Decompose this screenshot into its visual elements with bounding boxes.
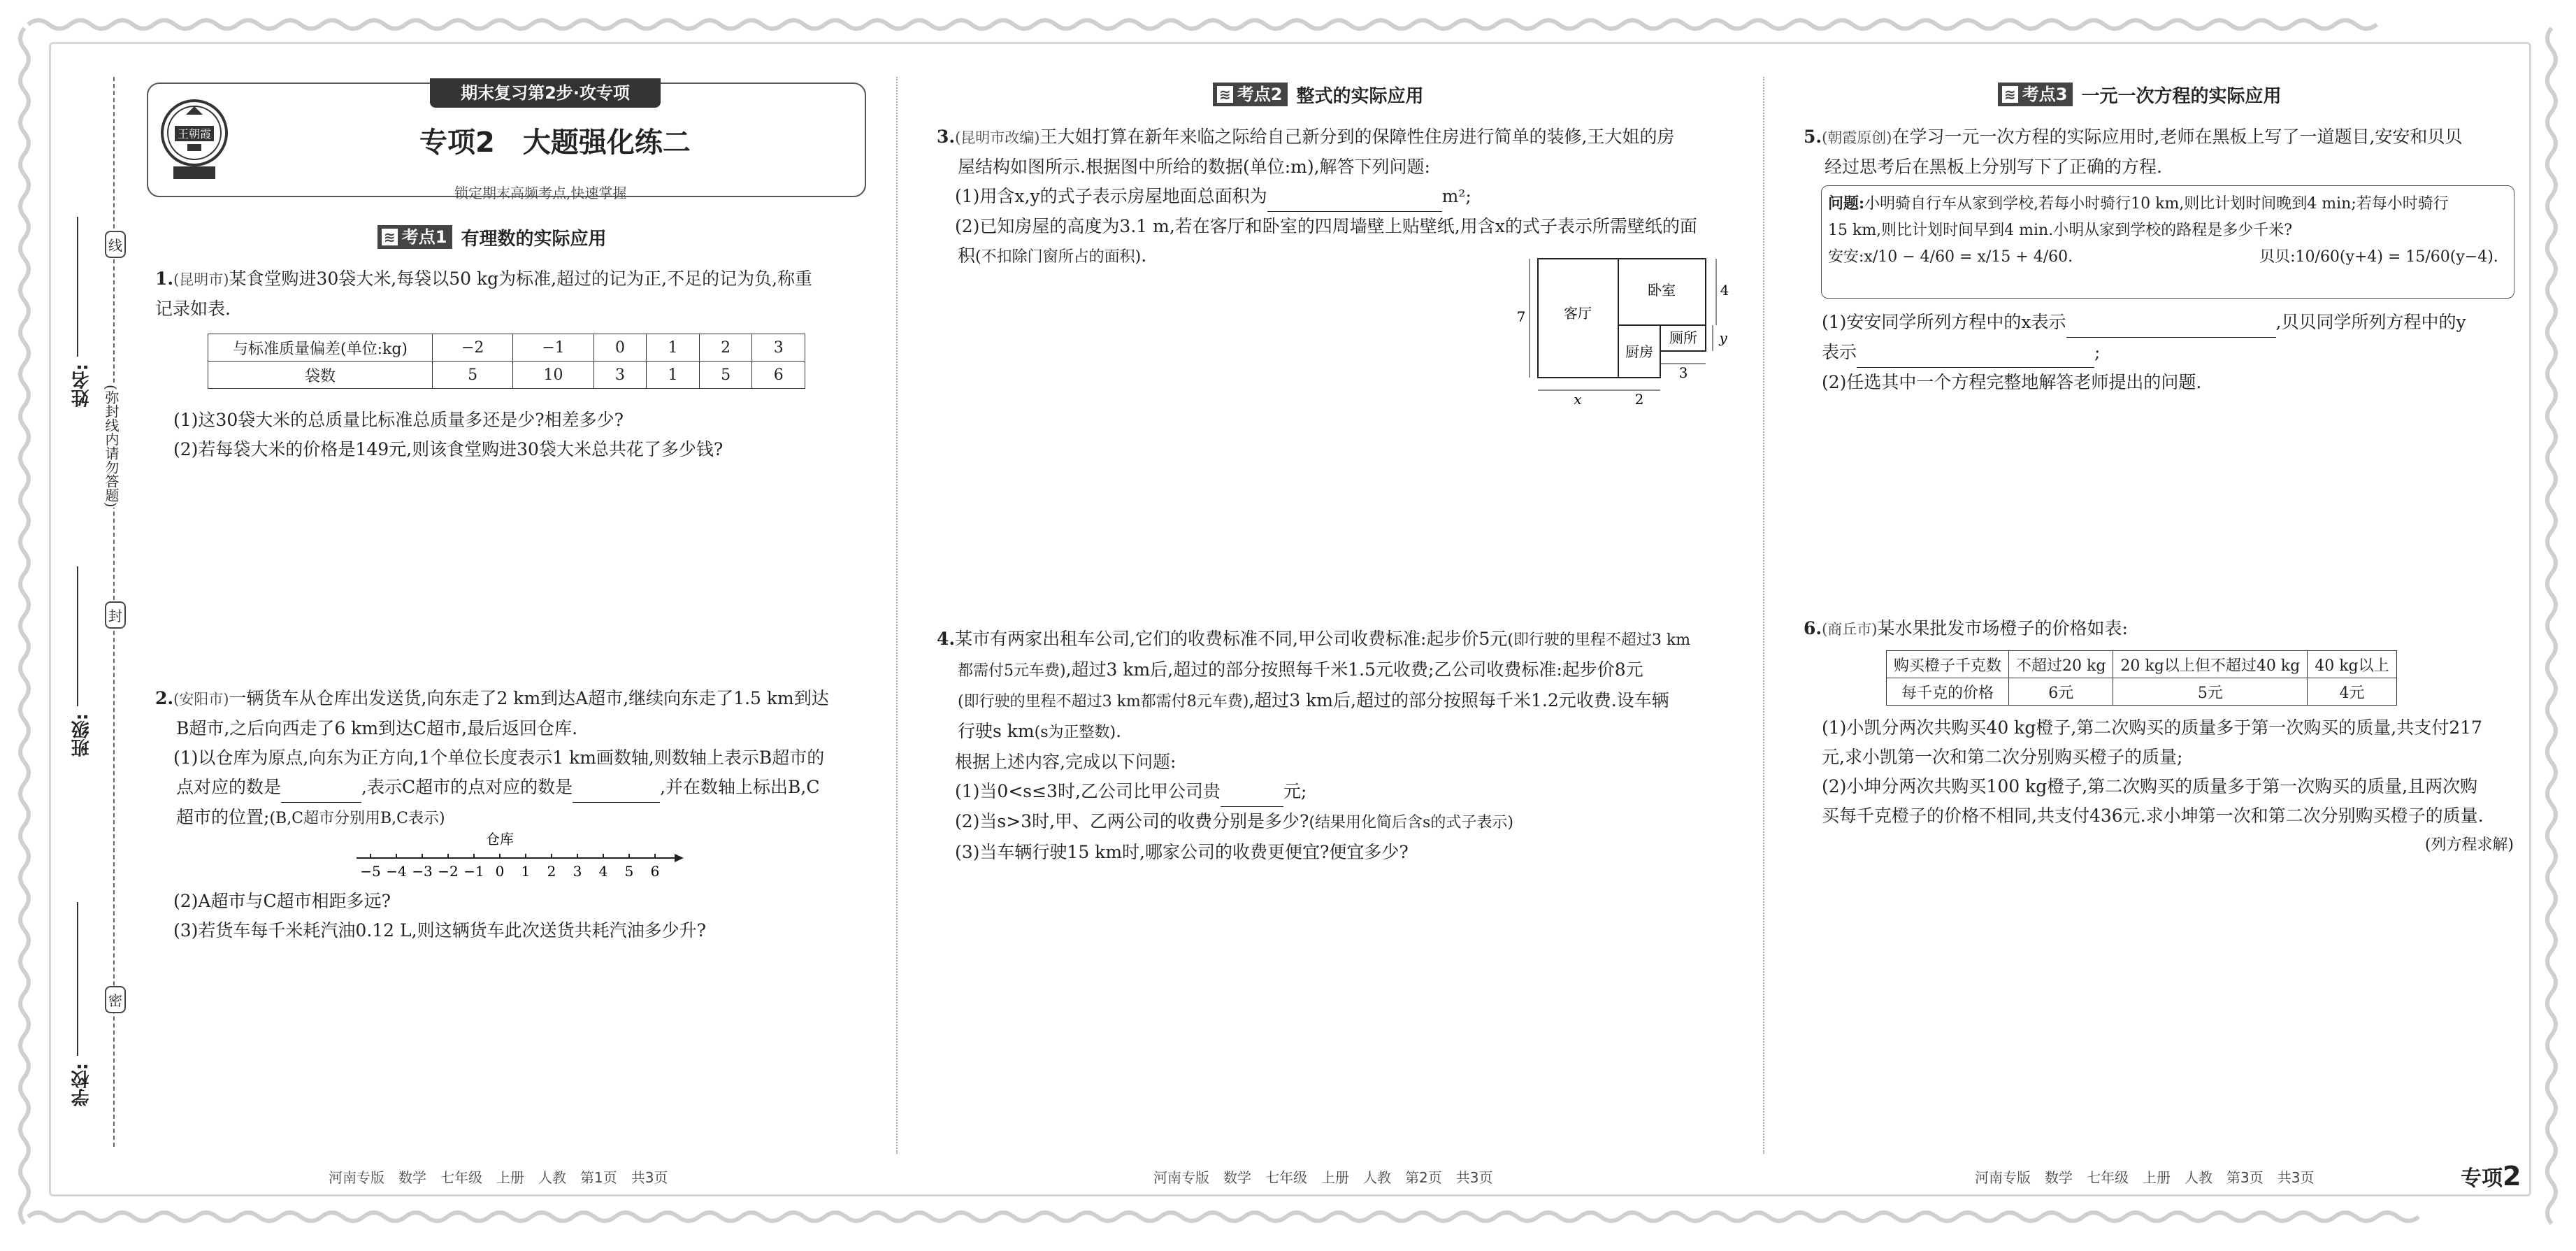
- dim-4: 4: [1720, 282, 1729, 299]
- column-divider-2: [1763, 77, 1764, 1154]
- q6-stem: 6.(商丘市)某水果批发市场橙子的价格如表:: [1804, 618, 2128, 638]
- q2-number-axis: [350, 829, 685, 885]
- class-label: 班级:: [71, 713, 92, 757]
- footer-page-2: 河南专版 数学 七年级 上册 人教 第2页 共3页: [1153, 1169, 1493, 1186]
- q4-blank[interactable]: [1221, 777, 1283, 807]
- kp2-title: 整式的实际应用: [1296, 85, 1424, 107]
- seal-mark-line: 线: [105, 231, 126, 258]
- kp1-heading: [377, 225, 606, 249]
- brand-logo: [159, 90, 229, 184]
- review-badge: 期末复习第2步·攻专项: [430, 78, 661, 108]
- name-label: 姓名:: [71, 364, 92, 408]
- kp2-heading: [1213, 83, 1423, 106]
- axis-tick-label: −3: [412, 863, 433, 880]
- footer-page-1: 河南专版 数学 七年级 上册 人教 第1页 共3页: [329, 1169, 668, 1186]
- bedroom-label: 卧室: [1648, 282, 1676, 299]
- axis-tick-label: 0: [495, 863, 505, 880]
- kp1-title: 有理数的实际应用: [461, 228, 607, 250]
- living-room-label: 客厅: [1564, 305, 1592, 322]
- table-row: 每千克的价格 6元 5元 4元: [1887, 678, 2397, 706]
- svg-text:王朝霞: 王朝霞: [177, 127, 212, 141]
- axis-tick-label: 5: [624, 863, 634, 880]
- q1-stem: 1.(昆明市)某食堂购进30袋大米,每袋以50 kg为标准,超过的记为正,不足的记为负,称重 记录如表.: [155, 269, 813, 319]
- q2-subquestions: (2)A超市与C超市相距多远? (3)若货车每千米耗汽油0.12 L,则这辆货车此次送货共耗汽油多少升?: [173, 891, 706, 941]
- kitchen-label: 厨房: [1625, 343, 1653, 360]
- q2-blank-b[interactable]: [281, 773, 361, 803]
- axis-tick-label: −5: [360, 863, 381, 880]
- wave-icon: ≋: [1217, 86, 1233, 103]
- seal-mark-mi: 密: [105, 986, 126, 1013]
- wave-icon: ≋: [382, 229, 398, 245]
- kp3-title: 一元一次方程的实际应用: [2081, 85, 2282, 107]
- kp3-tag: ≋ 考点3: [1998, 83, 2073, 106]
- dim-3: 3: [1678, 364, 1688, 381]
- page-subtitle: 锁定期末高频考点,快速掌握: [454, 185, 627, 201]
- q4-block: 4.某市有两家出租车公司,它们的收费标准不同,甲公司收费标准:起步价5元(即行驶的里程不超过3 km 都需付5元车费),超过3 km后,超过的部分按照每千米1.5元收费;乙公司收费标准:起步价8元 (即行驶的里程不超过3 km都需付8元车费),超过3 km后,超过的部分按照每千米1.2元收费.设车辆 行驶s km(s为正整数). 根据上述内容,完成以下问题: (1)当0<s≤3时,乙公司比甲公司贵 元; (2)当s>3时,甲、乙两公司的收费分别是多少?(结果用化简后含s的式子表示) (3)当车辆行驶15 km时,哪家公司的收费更便宜?便宜多少?: [937, 629, 1691, 862]
- school-label: 学校:: [71, 1063, 92, 1107]
- binding-strip: [56, 77, 122, 1147]
- axis-tick-label: −1: [463, 863, 484, 880]
- q5-stem: 5.(朝霞原创)在学习一元一次方程的实际应用时,老师在黑板上写了一道题目,安安和贝贝 经过思考后在黑板上分别写下了正确的方程.: [1804, 127, 2463, 177]
- q3-block: 3.(昆明市改编)王大姐打算在新年来临之际给自己新分到的保障性住房进行简单的装修,王大姐的房 屋结构如图所示.根据图中所给的数据(单位:m),解答下列问题: (1)用含x,y的式子表示房屋地面总面积为 m²; (2)已知房屋的高度为3.1 m,若在客厅和卧室的四周墙壁上贴壁纸,用含x的式子表示所需壁纸的面 积(不扣除门窗所占的面积).: [937, 127, 1697, 266]
- axis-tick-label: 4: [598, 863, 608, 880]
- wavy-border-right: [2541, 28, 2562, 1217]
- wavy-border-bottom: [28, 1206, 2548, 1227]
- wave-icon: ≋: [2002, 86, 2018, 103]
- footer-page-3: 河南专版 数学 七年级 上册 人教 第3页 共3页: [1975, 1169, 2315, 1186]
- column-divider-1: [896, 77, 898, 1154]
- school-line: [77, 902, 78, 1056]
- q5-blank-y[interactable]: [1857, 338, 2094, 368]
- axis-tick-label: 2: [547, 863, 556, 880]
- dim-x: x: [1574, 391, 1582, 408]
- axis-tick-label: 1: [521, 863, 531, 880]
- kp3-heading: [1998, 83, 2281, 106]
- seal-note: (弥封线内请勿答题): [102, 385, 122, 508]
- axis-origin-label: 仓库: [486, 831, 514, 848]
- q3-floor-plan: [1516, 252, 1734, 408]
- q6-subquestions: (1)小凯分两次共购买40 kg橙子,第二次购买的质量多于第一次购买的质量,共支付217 元,求小凯第一次和第二次分别购买橙子的质量; (2)小坤分两次共购买100 kg橙子,第二次购买的质量多于第一次购买的质量,且两次购 买每千克橙子的价格不相同,共支付436元.求小坤第一次和第二次分别购买橙子的质量. (列方程求解): [1822, 717, 2514, 854]
- kp2-tag: ≋ 考点2: [1213, 83, 1288, 106]
- q5-anan-equation: x/10 − 4/60 = x/15 + 4/60.: [1864, 248, 2073, 266]
- q2-blank-c[interactable]: [573, 773, 660, 803]
- wavy-border-top: [28, 14, 2548, 35]
- q5-beibei-equation: 10/60(y+4) = 15/60(y−4).: [2295, 248, 2498, 266]
- q2-block: 2.(安阳市)一辆货车从仓库出发送货,向东走了2 km到达A超市,继续向东走了1.5 km到达 B超市,之后向西走了6 km到达C超市,最后返回仓库. (1)以仓库为原点,向东为正方向,1个单位长度表示1 km画数轴,则数轴上表示B超市的 点对应的数是 ,表示C超市的点对应的数是 ,并在数轴上标出B,C 超市的位置;(B,C超市分别用B,C表示): [155, 688, 829, 827]
- table-row: 袋数 5 10 3 1 5 6: [208, 362, 805, 389]
- class-line: [77, 566, 78, 706]
- dim-y: y: [1719, 329, 1727, 346]
- axis-tick-label: 3: [573, 863, 582, 880]
- q3-blank-area[interactable]: [1267, 182, 1442, 212]
- q5-subquestions: (1)安安同学所列方程中的x表示 ,贝贝同学所列方程中的y 表示 ; (2)任选其中一个方程完整地解答老师提出的问题.: [1822, 308, 2521, 397]
- dim-7: 7: [1516, 308, 1526, 325]
- q5-blank-x[interactable]: [2066, 308, 2276, 338]
- wavy-border-left: [14, 28, 35, 1217]
- seal-mark-seal: 封: [105, 601, 126, 629]
- kp1-tag: ≋ 考点1: [377, 225, 452, 249]
- section-mark: 专项2: [2461, 1161, 2521, 1192]
- q1-subquestions: (1)这30袋大米的总质量比标准总质量多还是少?相差多少? (2)若每袋大米的价格是149元,则该食堂购进30袋大米总共花了多少钱?: [173, 410, 724, 459]
- table-row: 与标准质量偏差(单位:kg) −2 −1 0 1 2 3: [208, 334, 805, 362]
- name-line: [77, 217, 78, 357]
- axis-tick-label: −4: [386, 863, 407, 880]
- q5-problem: 问题:小明骑自行车从家到学校,若每小时骑行10 km,则比计划时间晚到4 min;若每小时骑行 15 km,则比计划时间早到4 min.小明从家到学校的路程是多少千米? 安安:x/10 − 4/60 = x/15 + 4/60. 贝贝:10/60(y+4) = 15/60(y−4).: [1828, 194, 2498, 266]
- dim-2: 2: [1634, 391, 1644, 408]
- q1-table: [208, 334, 805, 389]
- q6-price-table: [1886, 650, 2397, 706]
- axis-tick-label: −2: [438, 863, 459, 880]
- page-title: 专项2 大题强化练二: [419, 127, 691, 159]
- toilet-label: 厕所: [1669, 329, 1697, 346]
- table-row: 购买橙子千克数 不超过20 kg 20 kg以上但不超过40 kg 40 kg以上: [1887, 651, 2397, 678]
- axis-tick-label: 6: [650, 863, 660, 880]
